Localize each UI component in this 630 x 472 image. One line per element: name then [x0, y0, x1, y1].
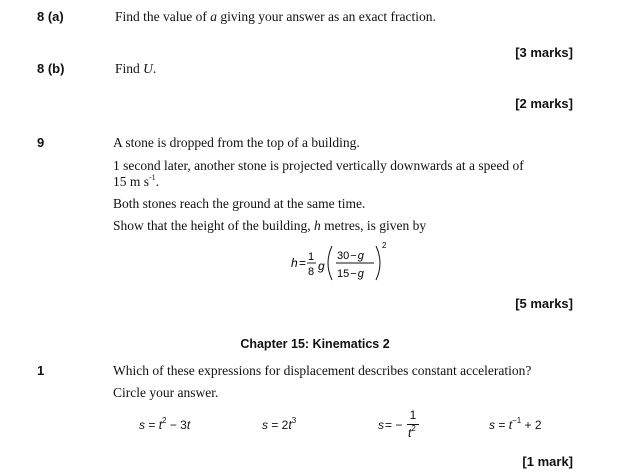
opt2-t: t [288, 418, 292, 432]
inner-num-op: − [350, 250, 357, 262]
opt2-s: s [262, 418, 268, 432]
opt3-den-power: 2 [411, 424, 416, 433]
opt3-den-t: t [408, 426, 412, 440]
question-8a-marks: [3 marks] [515, 45, 573, 60]
q8b-text-after: . [152, 61, 157, 76]
question-8b-number: 8 (b) [37, 61, 65, 76]
formula-left-paren [328, 246, 332, 280]
opt1-rest: − 3 [166, 418, 187, 432]
q8b-variable: U [143, 61, 153, 76]
option-1-expression[interactable] [139, 418, 190, 432]
opt4-eq: = [495, 418, 509, 432]
q8a-text-after: giving your answer as an exact fraction. [216, 9, 436, 24]
question-8b-text [115, 61, 156, 77]
q9-height-variable: h [313, 218, 321, 233]
question-8a-text [115, 9, 436, 25]
inner-den-b: g [357, 268, 364, 280]
opt3-eq: = − [385, 418, 403, 432]
question-9-marks: [5 marks] [515, 296, 573, 311]
opt1-t: t [158, 418, 163, 432]
inner-num-a: 30 [337, 250, 350, 262]
q8a-variable: a [210, 9, 217, 24]
opt2-power: 3 [291, 416, 297, 425]
question-1-line2: Circle your answer. [113, 385, 219, 400]
opt1-eq: = [145, 418, 159, 432]
formula-lhs: h [291, 256, 298, 270]
q8a-text-before: Find the value of [115, 9, 211, 24]
opt2-eq: = 2 [268, 418, 289, 432]
question-9-number: 9 [37, 135, 45, 150]
q9-speed-value: 15 m s [113, 174, 150, 189]
formula-inner-numerator [337, 250, 365, 262]
height-formula [285, 240, 395, 286]
chapter-title: Chapter 15: Kinematics 2 [240, 337, 390, 351]
opt4-s: s [489, 418, 495, 432]
opt3-denominator [408, 426, 416, 440]
opt1-power: 2 [162, 416, 167, 425]
question-9-line4: Both stones reach the ground at the same time. [113, 196, 366, 211]
opt4-power: −1 [512, 416, 522, 425]
question-1-line1: Which of these expressions for displacement describes constant acceleration? [113, 363, 532, 378]
q9-line5-before: Show that the height of the building, [113, 218, 314, 233]
q9-speed-exponent: -1 [149, 173, 156, 182]
inner-den-a: 15 [337, 268, 350, 280]
inner-den-op: − [350, 268, 357, 280]
formula-frac-numerator: 1 [307, 251, 315, 263]
formula-equals: = [299, 256, 307, 270]
formula-g: g [318, 259, 325, 273]
question-1-marks: [1 mark] [522, 454, 573, 469]
inner-num-b: g [357, 250, 364, 262]
question-9-line2: 1 second later, another stone is projected vertically downwards at a speed of [113, 158, 524, 173]
q9-line5-after: metres, is given by [320, 218, 427, 233]
opt4-rest: + 2 [521, 418, 542, 432]
question-8b-marks: [2 marks] [515, 96, 573, 111]
question-8a-number: 8 (a) [37, 9, 64, 24]
question-9-line5 [113, 218, 426, 234]
opt3-numerator: 1 [409, 408, 417, 422]
formula-power: 2 [382, 241, 387, 250]
formula-right-paren [376, 246, 380, 280]
formula-frac-denominator: 8 [307, 266, 315, 278]
option-2-expression[interactable] [262, 418, 296, 432]
formula-inner-denominator [337, 268, 365, 280]
q8b-text-before: Find [115, 61, 144, 76]
question-9-line1: A stone is dropped from the top of a building. [113, 135, 360, 150]
opt3-s: s [378, 418, 384, 432]
question-1-number: 1 [37, 363, 45, 378]
option-4-expression[interactable] [489, 418, 542, 432]
opt4-t: t [508, 418, 513, 432]
question-9-line3 [113, 174, 159, 190]
opt1-s: s [139, 418, 145, 432]
q9-line3-end: . [155, 174, 160, 189]
opt1-t2: t [186, 418, 191, 432]
